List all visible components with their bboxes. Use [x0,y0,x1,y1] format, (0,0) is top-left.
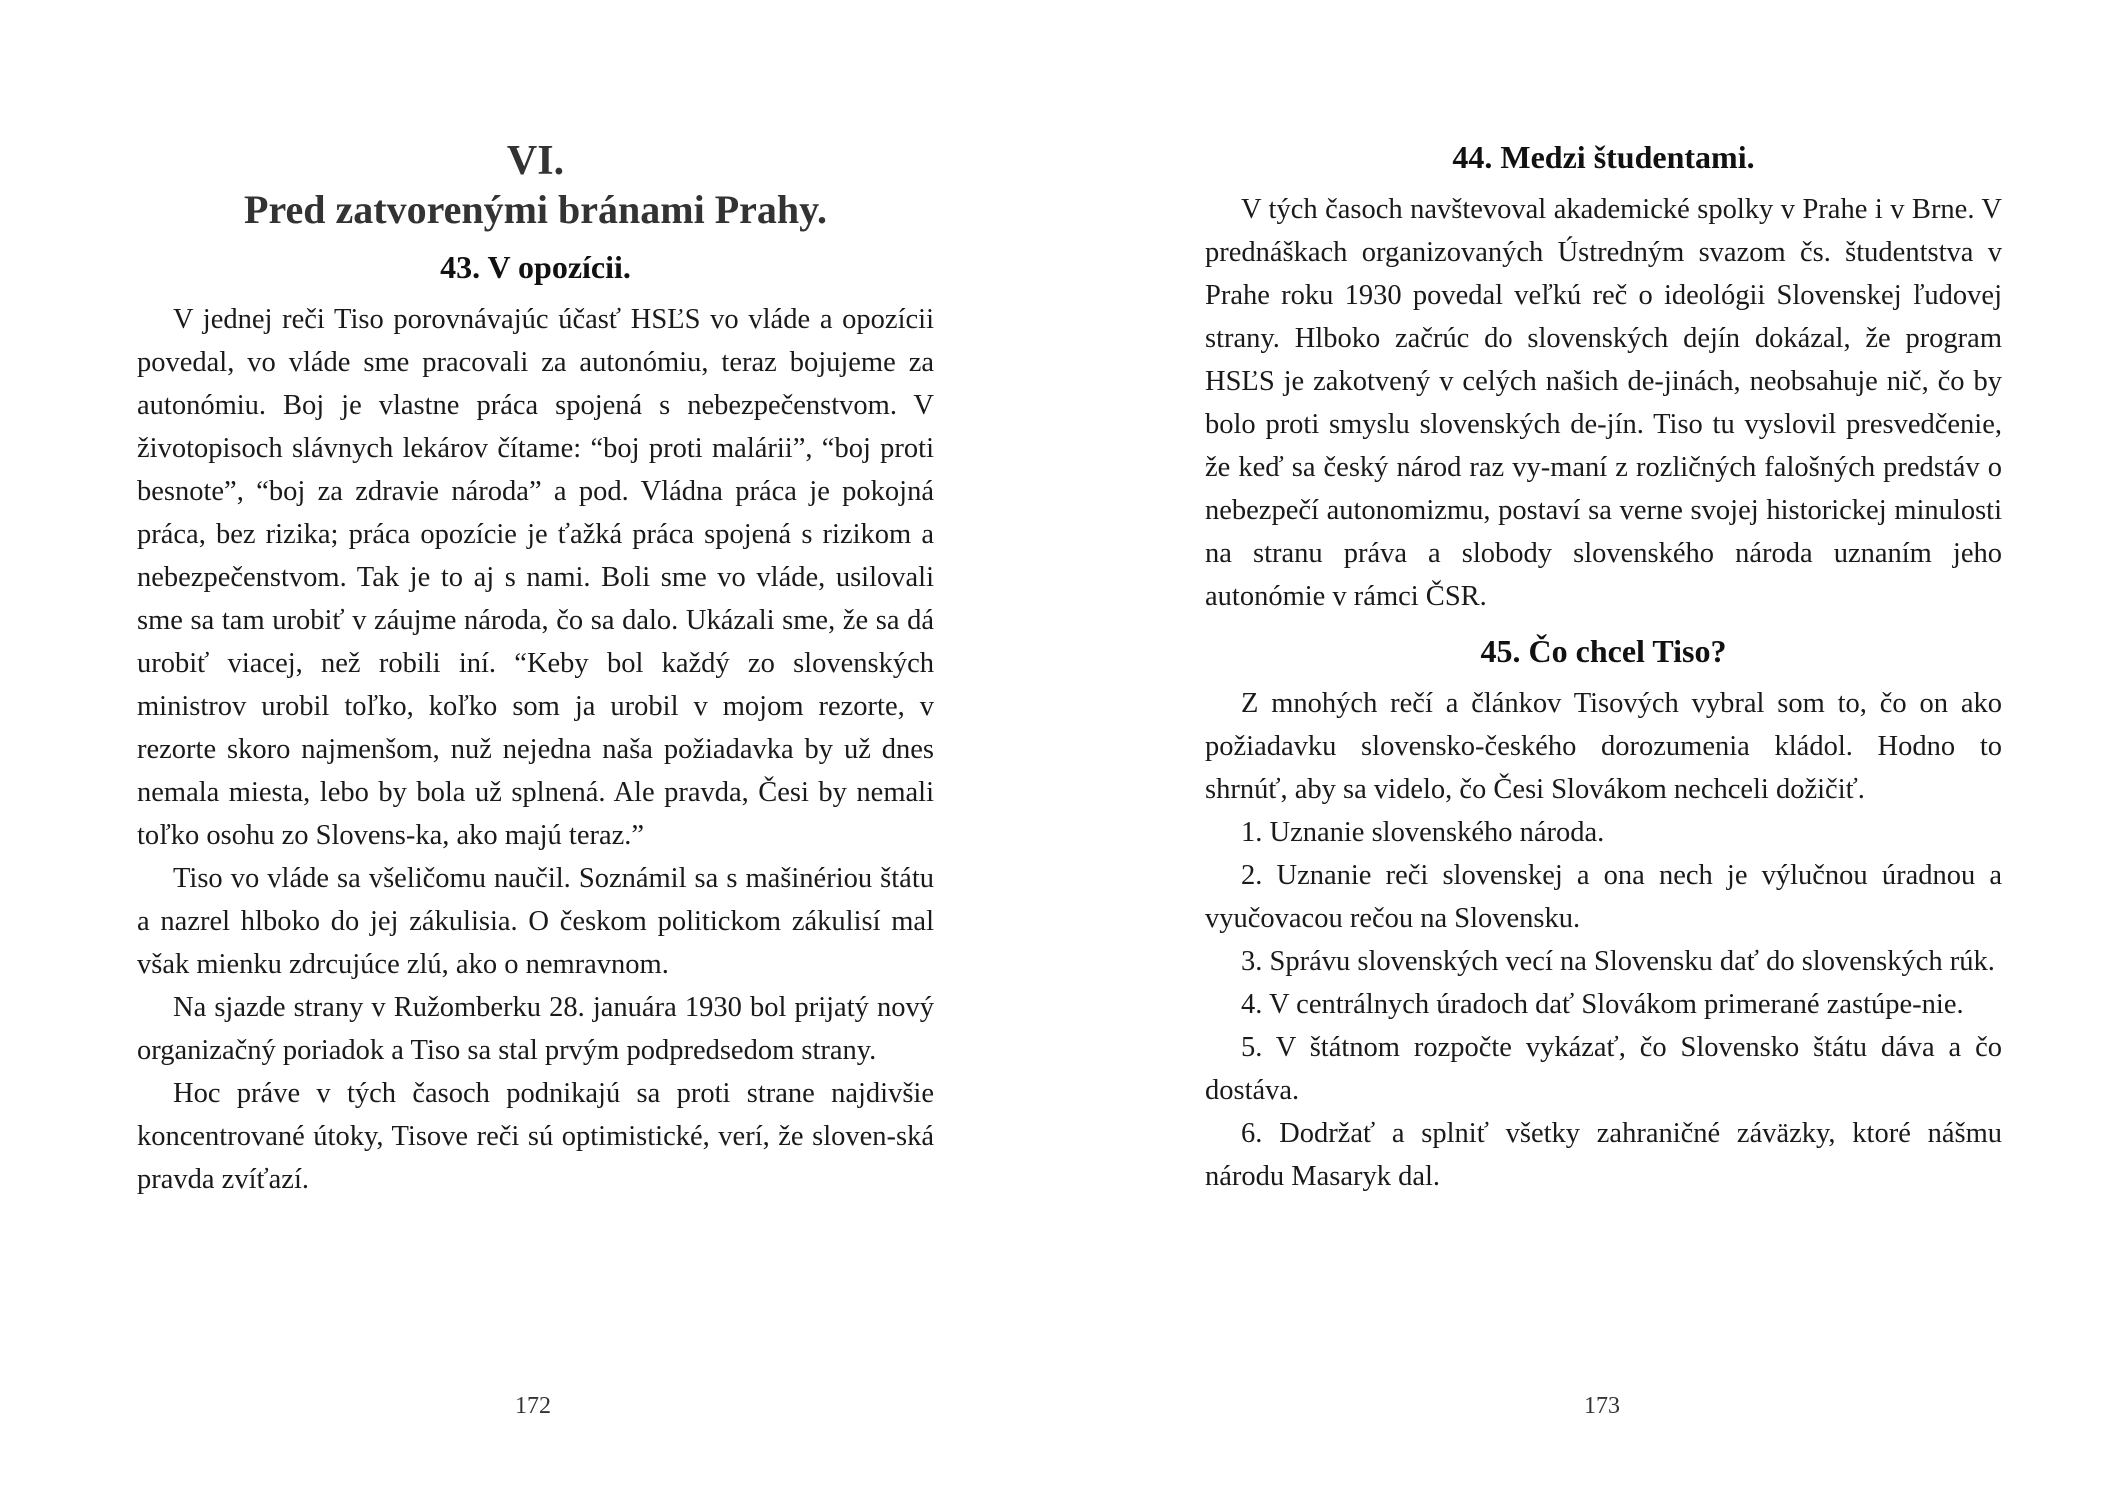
paragraph: Tiso vo vláde sa všeličomu naučil. Soznámil sa s mašinériou štátu a nazrel hlboko do jej zákulisia. O českom politickom zákulisí mal však mienku zdrcujúce zlú, ako o nemravnom. [137,863,934,980]
list-item: 2. Uznanie reči slovenskej a ona nech je výlučnou úradnou a vyučovacou rečou na Slovensku. [1205,860,2002,934]
page-number-right: 173 [1584,1393,1620,1419]
right-page-text-block [1205,132,2002,1198]
right-page [1059,0,2118,1500]
section-title-43: 43. V opozícii. [440,249,631,285]
list-item: 6. Dodržať a splniť všetky zahraničné záväzky, ktoré nášmu národu Masaryk dal. [1205,1118,2002,1192]
list-item: 1. Uznanie slovenského národa. [1241,817,1605,848]
paragraph: Hoc práve v tých časoch podnikajú sa proti strane najdivšie koncentrované útoky, Tisove reči sú optimistické, verí, že sloven-ská pravda zvíťazí. [137,1078,934,1195]
list-item: 3. Správu slovenských vecí na Slovensku dať do slovenských rúk. [1241,946,1995,977]
left-page-text-block [137,132,934,1201]
section-title-44: 44. Medzi študentami. [1452,139,1755,175]
page-number-left: 172 [515,1393,551,1419]
chapter-title: Pred zatvorenými bránami Prahy. [244,187,827,232]
paragraph: V tých časoch navštevoval akademické spolky v Prahe i v Brne. V prednáškach organizovaných Ústredným svazom čs. študentstva v Prahe roku 1930 povedal veľkú reč o ideológii Slovenskej ľudovej strany. Hlboko začrúc do slovenských dejín dokázal, že program HSĽS je zakotvený v celých našich de-jinách, neobsahuje nič, čo by bolo proti smyslu slovenských de-jín. Tiso tu vyslovil presvedčenie, že keď sa český národ raz vy-maní z rozličných falošných predstáv o nebezpečí autonomizmu, postaví sa verne svojej historickej minulosti na stranu práva a slobody slovenského národa uznaním jeho autonómie v rámci ČSR. [1205,194,2002,612]
chapter-number: VI. [506,138,565,184]
paragraph: Z mnohých rečí a článkov Tisových vybral som to, čo on ako požiadavku slovensko-českého dorozumenia kládol. Hodno to shrnúť, aby sa videlo, čo Česi Slovákom nechceli dožičiť. [1205,688,2002,805]
list-item: 5. V štátnom rozpočte vykázať, čo Slovensko štátu dáva a čo dostáva. [1205,1032,2002,1106]
paragraph: V jednej reči Tiso porovnávajúc účasť HSĽS vo vláde a opozícii povedal, vo vláde sme pracovali za autonómiu, teraz bojujeme za autonómiu. Boj je vlastne práca spojená s nebezpečenstvom. V životopisoch slávnych lekárov čítame: “boj proti malárii”, “boj proti besnote”, “boj za zdravie národa” a pod. Vládna práca je pokojná práca, bez rizika; práca opozície je ťažká práca spojená s rizikom a nebezpečenstvom. Tak je to aj s nami. Boli sme vo vláde, usilovali sme sa tam urobiť v záujme národa, čo sa dalo. Ukázali sme, že sa dá urobiť viacej, než robili iní. “Keby bol každý zo slovenských ministrov urobil toľko, koľko som ja urobil v mojom rezorte, v rezorte skoro najmenšom, nuž nejedna naša požiadavka by už dnes nemala miesta, lebo by bola už splnená. Ale pravda, Česi by nemali toľko osohu zo Slovens-ka, ako majú teraz.” [137,304,934,851]
section-title-45: 45. Čo chcel Tiso? [1480,633,1727,669]
list-item: 4. V centrálnych úradoch dať Slovákom primerané zastúpe-nie. [1241,989,1964,1020]
paragraph: Na sjazde strany v Ružomberku 28. januára 1930 bol prijatý nový organizačný poriadok a Tiso sa stal prvým podpredsedom strany. [137,992,934,1066]
